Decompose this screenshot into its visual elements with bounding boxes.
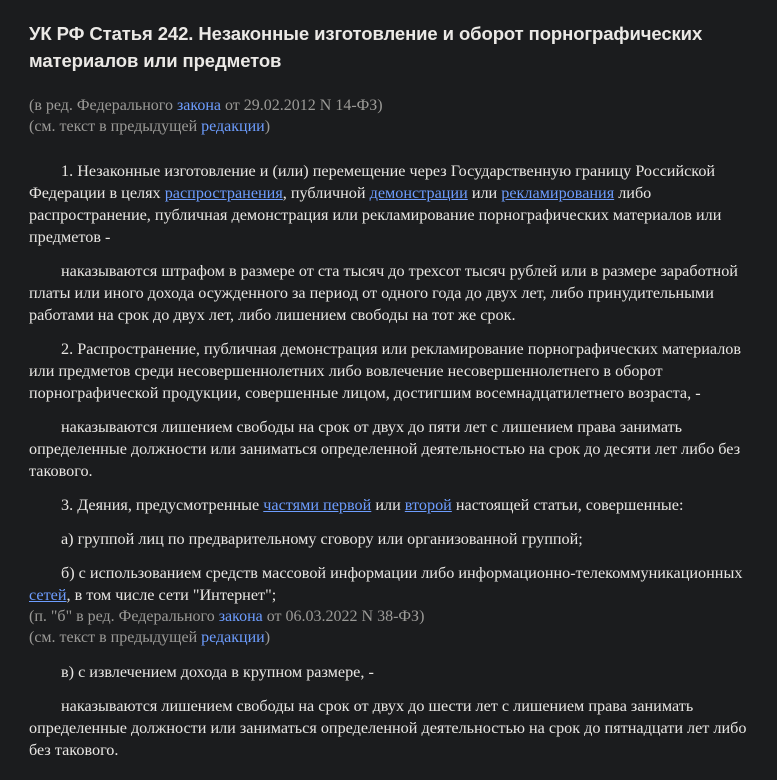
link-part-one[interactable]: частями первой (263, 496, 372, 514)
article-title: УК РФ Статья 242. Незаконные изготовление и оборот порнографических материалов или предметов (29, 23, 703, 71)
link-demonstration[interactable]: демонстрации (369, 184, 468, 202)
header-amendment-note: (в ред. Федерального закона от 29.02.2012 N 14-ФЗ) (29, 97, 383, 114)
part-3-penalty: наказываются лишением свободы на срок от двух до шести лет с лишением права занимать определенные должности или заниматься определенной деятельностью на срок до пятнадцати лет либо без такового. (29, 697, 747, 759)
link-part-two[interactable]: второй (404, 496, 452, 514)
link-advertising[interactable]: рекламирования (501, 184, 615, 202)
previous-edition-link[interactable]: редакции (201, 118, 265, 135)
item-b-previous-edition-note: (см. текст в предыдущей редакции) (29, 629, 271, 646)
link-distribution[interactable]: распространения (164, 184, 283, 202)
item-b-amendment-law-link[interactable]: закона (218, 608, 263, 625)
item-b-amendment-note: (п. "б" в ред. Федерального закона от 06.03.2022 N 38-ФЗ) (29, 608, 425, 625)
part-1-penalty: наказываются штрафом в размере от ста тысяч до трехсот тысяч рублей или в размере заработной платы или иного дохода осужденного за период от одного года до двух лет, либо принудительными работами на срок до двух лет, либо лишением свободы на тот же срок. (29, 262, 738, 324)
item-v: в) с извлечением дохода в крупном размере, - (61, 663, 374, 681)
item-b: б) с использованием средств массовой информации либо информационно-телекоммуникационных сетей, в том числе сети "Интернет"; (29, 564, 743, 604)
link-networks[interactable]: сетей (29, 586, 67, 604)
part-2-penalty: наказываются лишением свободы на срок от двух до пяти лет с лишением права занимать определенные должности или заниматься определенной деятельностью на срок до десяти лет либо без такового. (29, 418, 741, 480)
item-a: а) группой лиц по предварительному сговору или организованной группой; (61, 530, 583, 548)
item-b-previous-edition-link[interactable]: редакции (201, 629, 265, 646)
part-2: 2. Распространение, публичная демонстрация или рекламирование порнографических материалов или предметов среди несовершеннолетних либо вовлечение несовершеннолетнего в оборот порнографической продукции, совершенные лицом, достигшим восемнадцатилетнего возраста, - (29, 340, 742, 402)
part-3: 3. Деяния, предусмотренные частями первой или второй настоящей статьи, совершенные: (61, 496, 684, 514)
amendment-law-link[interactable]: закона (176, 97, 221, 114)
header-previous-edition-note: (см. текст в предыдущей редакции) (29, 118, 271, 135)
part-1: 1. Незаконные изготовление и (или) перемещение через Государственную границу Российской Федерации в целях распространения, публичной демонстрации или рекламирования либо распространение, публичная демонстрация или рекламирование порнографических материалов или предметов - (29, 162, 722, 246)
